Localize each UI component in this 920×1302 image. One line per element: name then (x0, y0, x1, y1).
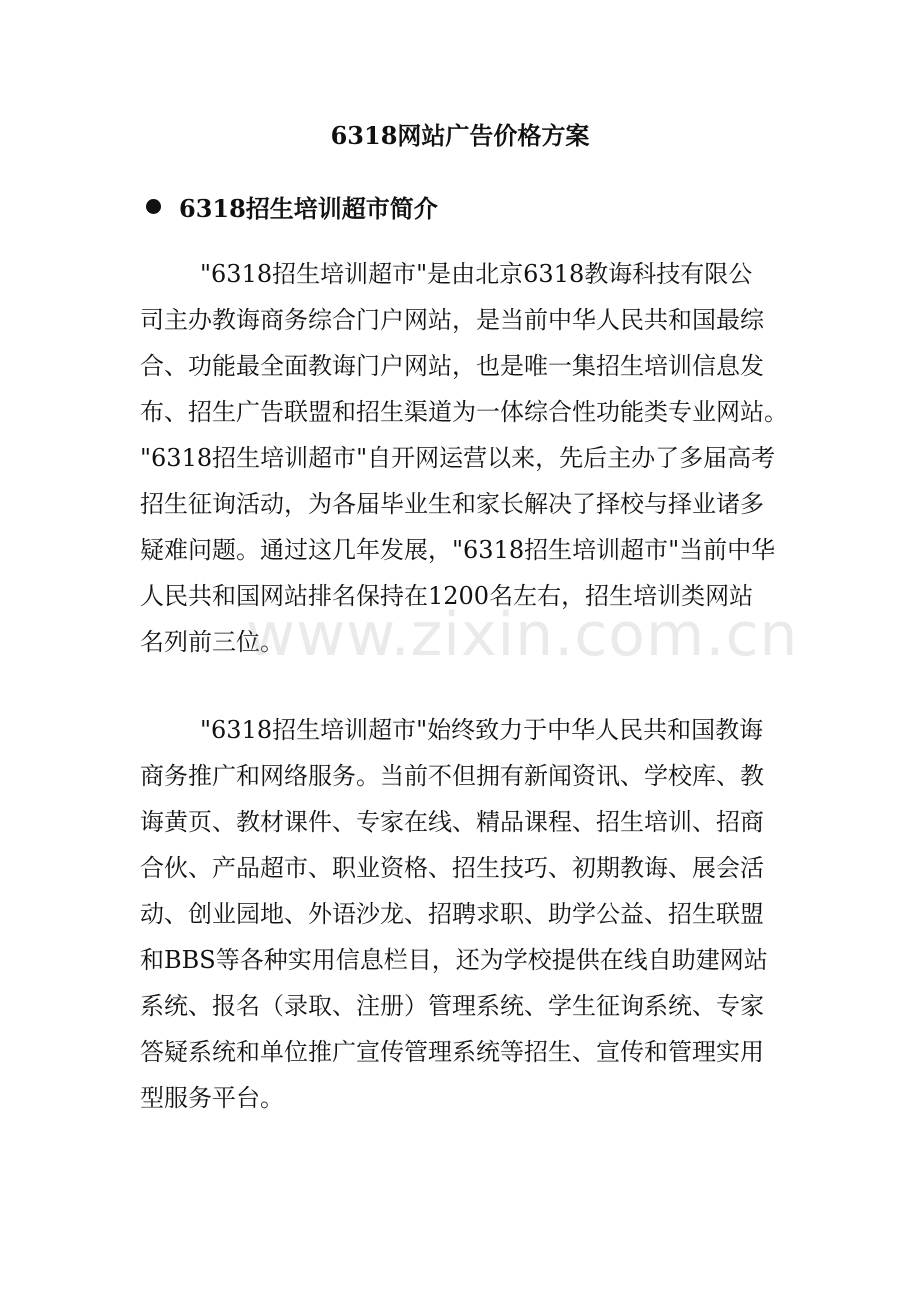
paragraph-line: 合、功能最全面教诲门户网站，也是唯一集招生培训信息发 (140, 352, 764, 380)
section-heading (146, 188, 438, 224)
paragraph-line: 合伙、产品超市、职业资格、招生技巧、初期教诲、展会活 (140, 854, 764, 882)
paragraph-line: 系统、报名（录取、注册）管理系统、学生征询系统、专家 (140, 992, 764, 1020)
bullet-icon (146, 199, 161, 214)
paragraph-line: 型服务平台。 (140, 1084, 284, 1112)
paragraph-line: 布、招生广告联盟和招生渠道为一体综合性功能类专业网站。 (140, 398, 788, 426)
paragraph-line: "6318招生培训超市"始终致力于中华人民共和国教诲 (200, 716, 764, 744)
section-heading-text: 6318招生培训超市简介 (179, 193, 438, 223)
paragraph-line: 名列前三位。 (140, 628, 284, 656)
paragraph-line: 和BBS等各种实用信息栏目，还为学校提供在线自助建网站 (140, 946, 768, 974)
document-title: 6318网站广告价格方案 (330, 121, 590, 150)
paragraph-1 (140, 251, 788, 665)
paragraph-2 (140, 707, 780, 1121)
paragraph-line: "6318招生培训超市"自开网运营以来，先后主办了多届高考 (140, 444, 776, 472)
paragraph-line: 疑难问题。通过这几年发展，"6318招生培训超市"当前中华 (140, 536, 776, 564)
paragraph-line: 动、创业园地、外语沙龙、招聘求职、助学公益、招生联盟 (140, 900, 764, 928)
paragraph-line: 商务推广和网络服务。当前不但拥有新闻资讯、学校库、教 (140, 762, 764, 790)
paragraph-line: "6318招生培训超市"是由北京6318教诲科技有限公 (200, 260, 753, 288)
paragraph-line: 答疑系统和单位推广宣传管理系统等招生、宣传和管理实用 (140, 1038, 764, 1066)
watermark-text: www.zixin.com.cn (246, 600, 799, 670)
paragraph-line: 诲黄页、教材课件、专家在线、精品课程、招生培训、招商 (140, 808, 764, 836)
paragraph-line: 人民共和国网站排名保持在1200名左右，招生培训类网站 (140, 582, 754, 610)
paragraph-line: 司主办教诲商务综合门户网站，是当前中华人民共和国最综 (140, 306, 764, 334)
paragraph-line: 招生征询活动，为各届毕业生和家长解决了择校与择业诸多 (140, 490, 764, 518)
